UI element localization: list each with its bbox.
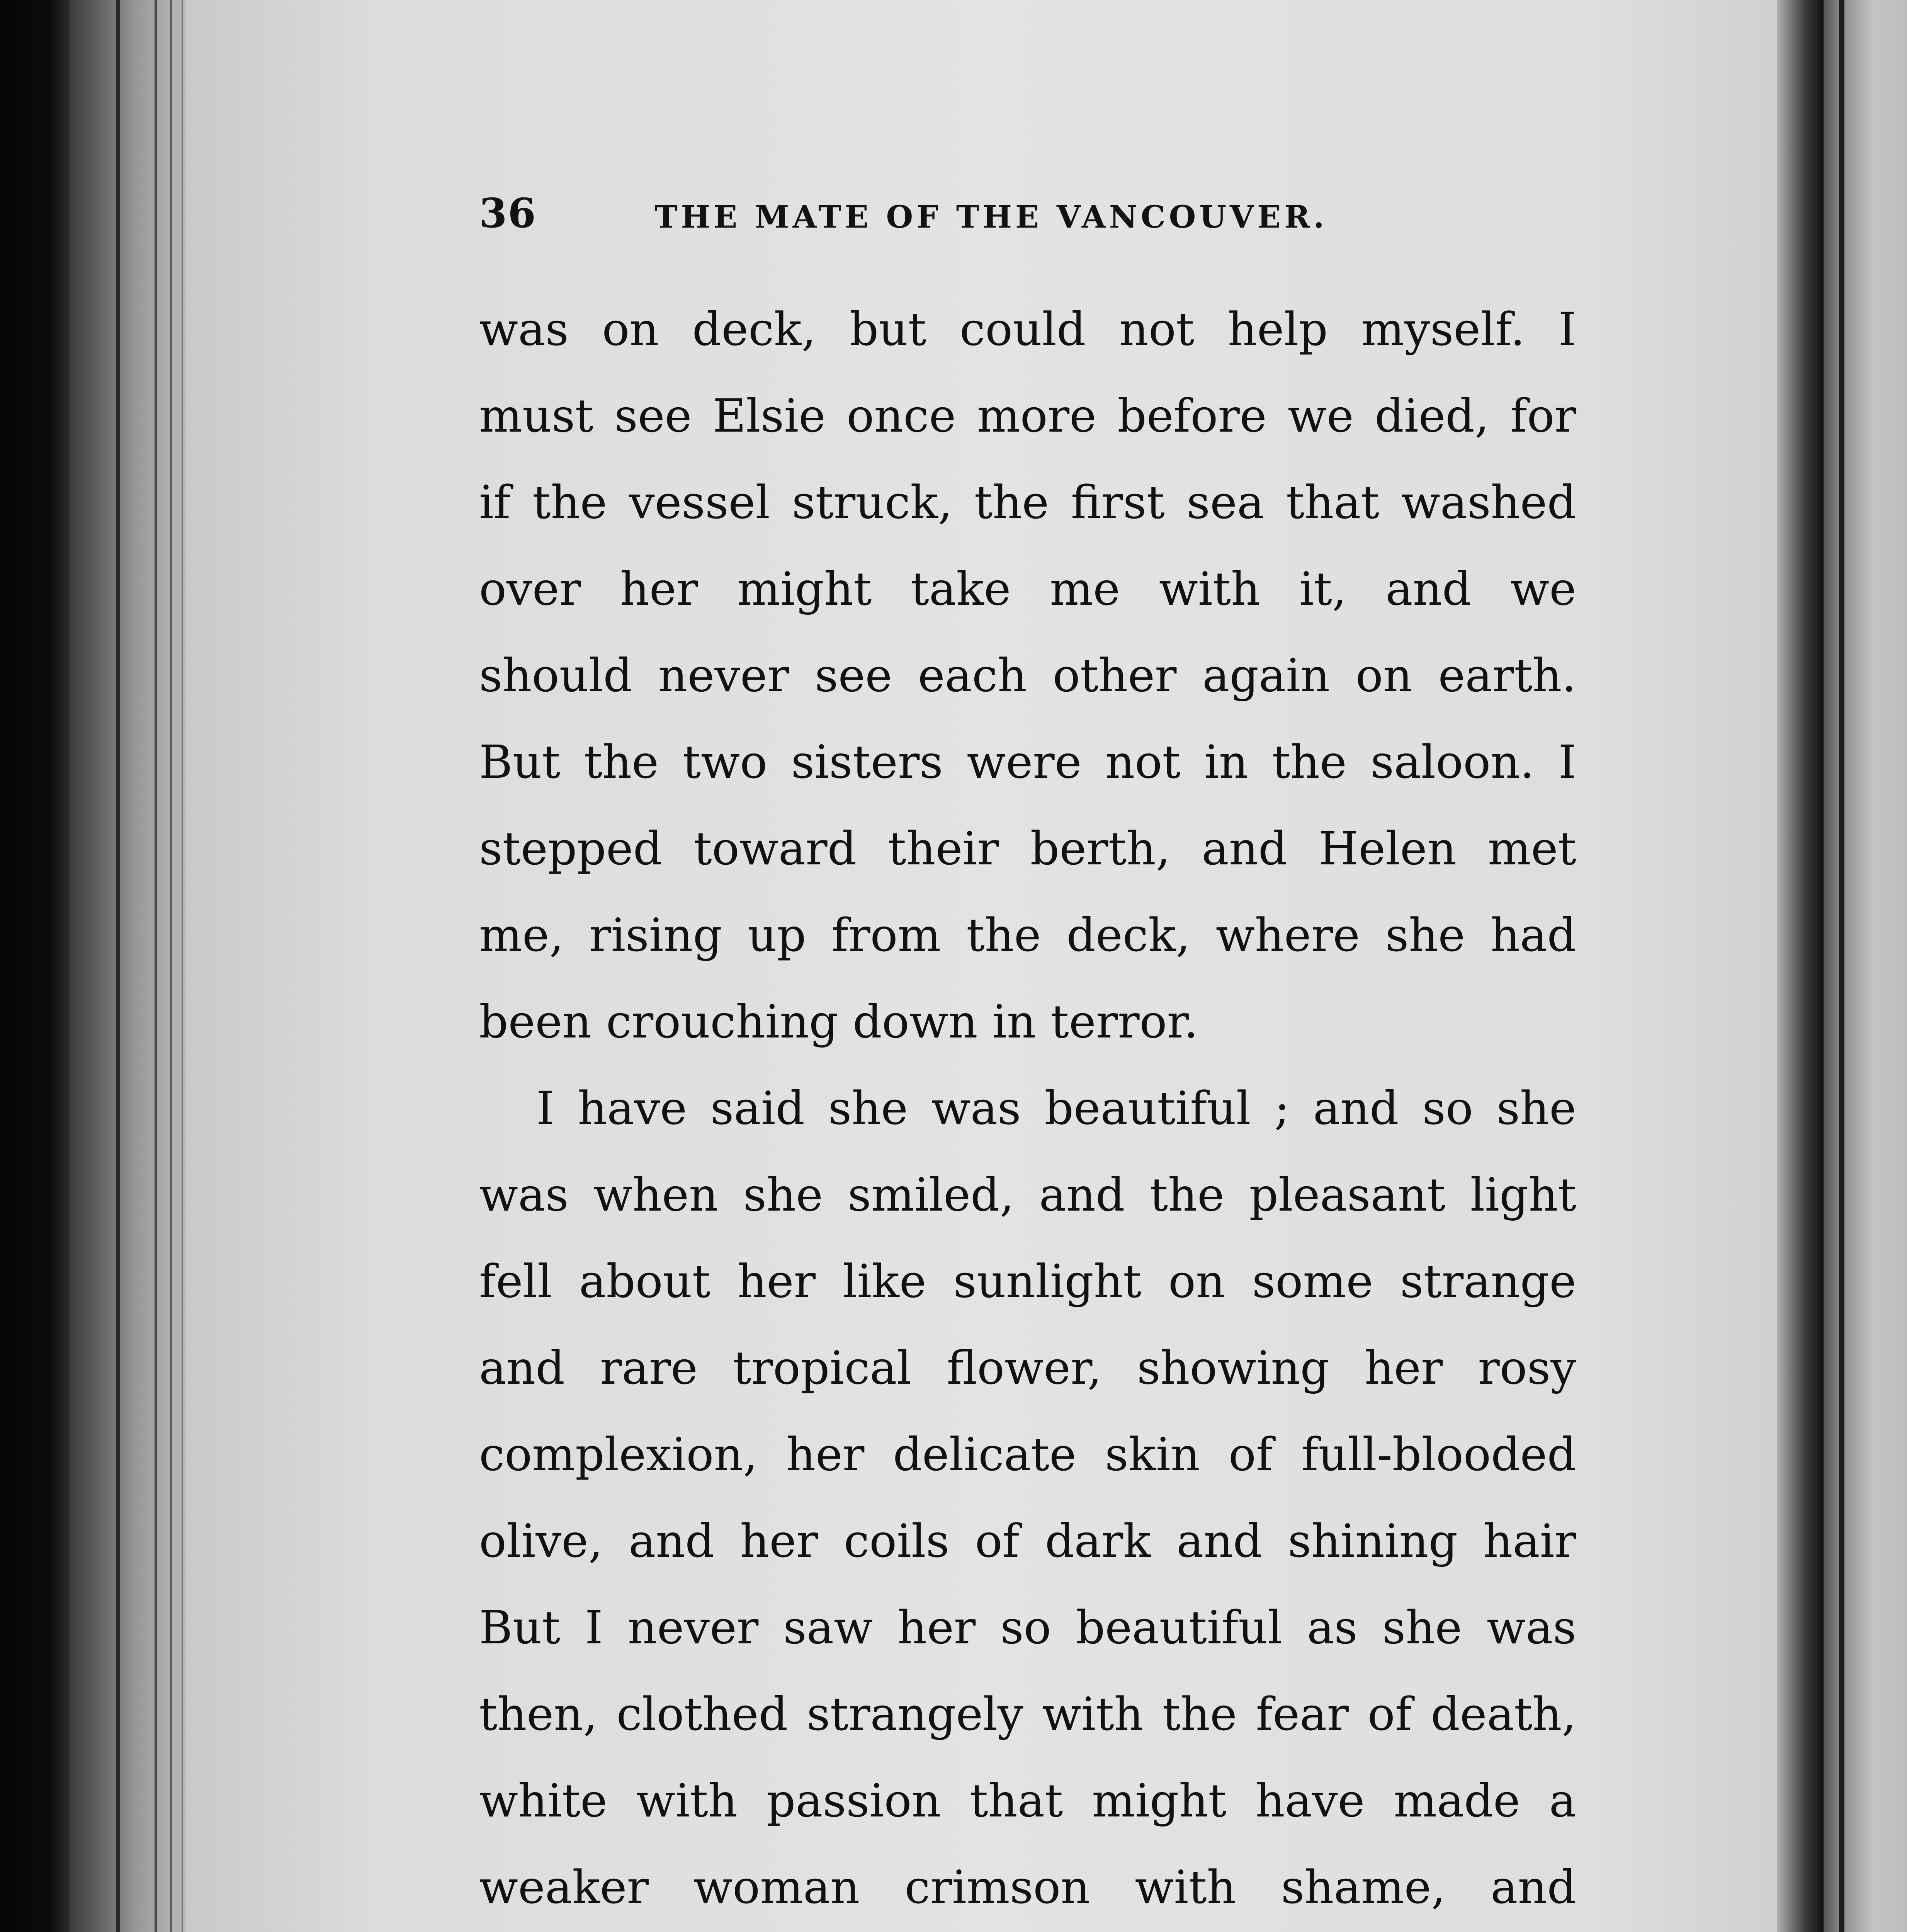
next-page-edge	[1824, 0, 1907, 1932]
text-line: olive, and her coils of dark and shining hair	[479, 1514, 1576, 1568]
left-scan-border	[0, 0, 70, 1932]
text-line: and rare tropical flower, showing her rosy	[479, 1341, 1576, 1395]
text-line: was when she smiled, and the pleasant light	[479, 1168, 1576, 1221]
page-number: 36	[479, 189, 537, 237]
running-title: THE MATE OF THE VANCOUVER.	[654, 199, 1328, 235]
page-gutter	[1777, 0, 1824, 1932]
text-line: been crouching down in terror.	[479, 995, 1198, 1048]
text-line: if the vessel struck, the first sea that washed	[479, 476, 1576, 529]
text-line: But I never saw her so beautiful as she was	[479, 1601, 1576, 1654]
text-line: weaker woman crimson with shame, and	[479, 1861, 1576, 1914]
body-text	[479, 286, 1576, 1932]
next-page-rule	[1839, 0, 1844, 1932]
text-line: white with passion that might have made a	[479, 1774, 1576, 1827]
text-line: complexion, her delicate skin of full-blooded	[479, 1428, 1576, 1481]
text-line: fell about her like sunlight on some strange	[479, 1255, 1576, 1308]
text-line	[479, 1930, 1576, 1932]
text-line: me, rising up from the deck, where she had	[479, 908, 1576, 962]
binding-rule	[155, 0, 157, 1932]
page-header	[479, 182, 1406, 243]
binding-rule	[116, 0, 120, 1932]
binding-rule	[170, 0, 172, 1932]
text-line: But the two sisters were not in the saloon. I	[479, 735, 1576, 789]
text-line: over her might take me with it, and we	[479, 562, 1576, 616]
text-line: I have said she was beautiful ; and so she	[536, 1082, 1576, 1135]
text-line: must see Elsie once more before we died, for	[479, 389, 1576, 442]
book-binding	[70, 0, 185, 1932]
binding-rule	[182, 0, 183, 1932]
text-line: stepped toward their berth, and Helen met	[479, 822, 1576, 875]
text-line: was on deck, but could not help myself. I	[479, 303, 1576, 356]
text-line: should never see each other again on earth.	[479, 649, 1576, 702]
text-line: then, clothed strangely with the fear of death,	[479, 1687, 1576, 1741]
